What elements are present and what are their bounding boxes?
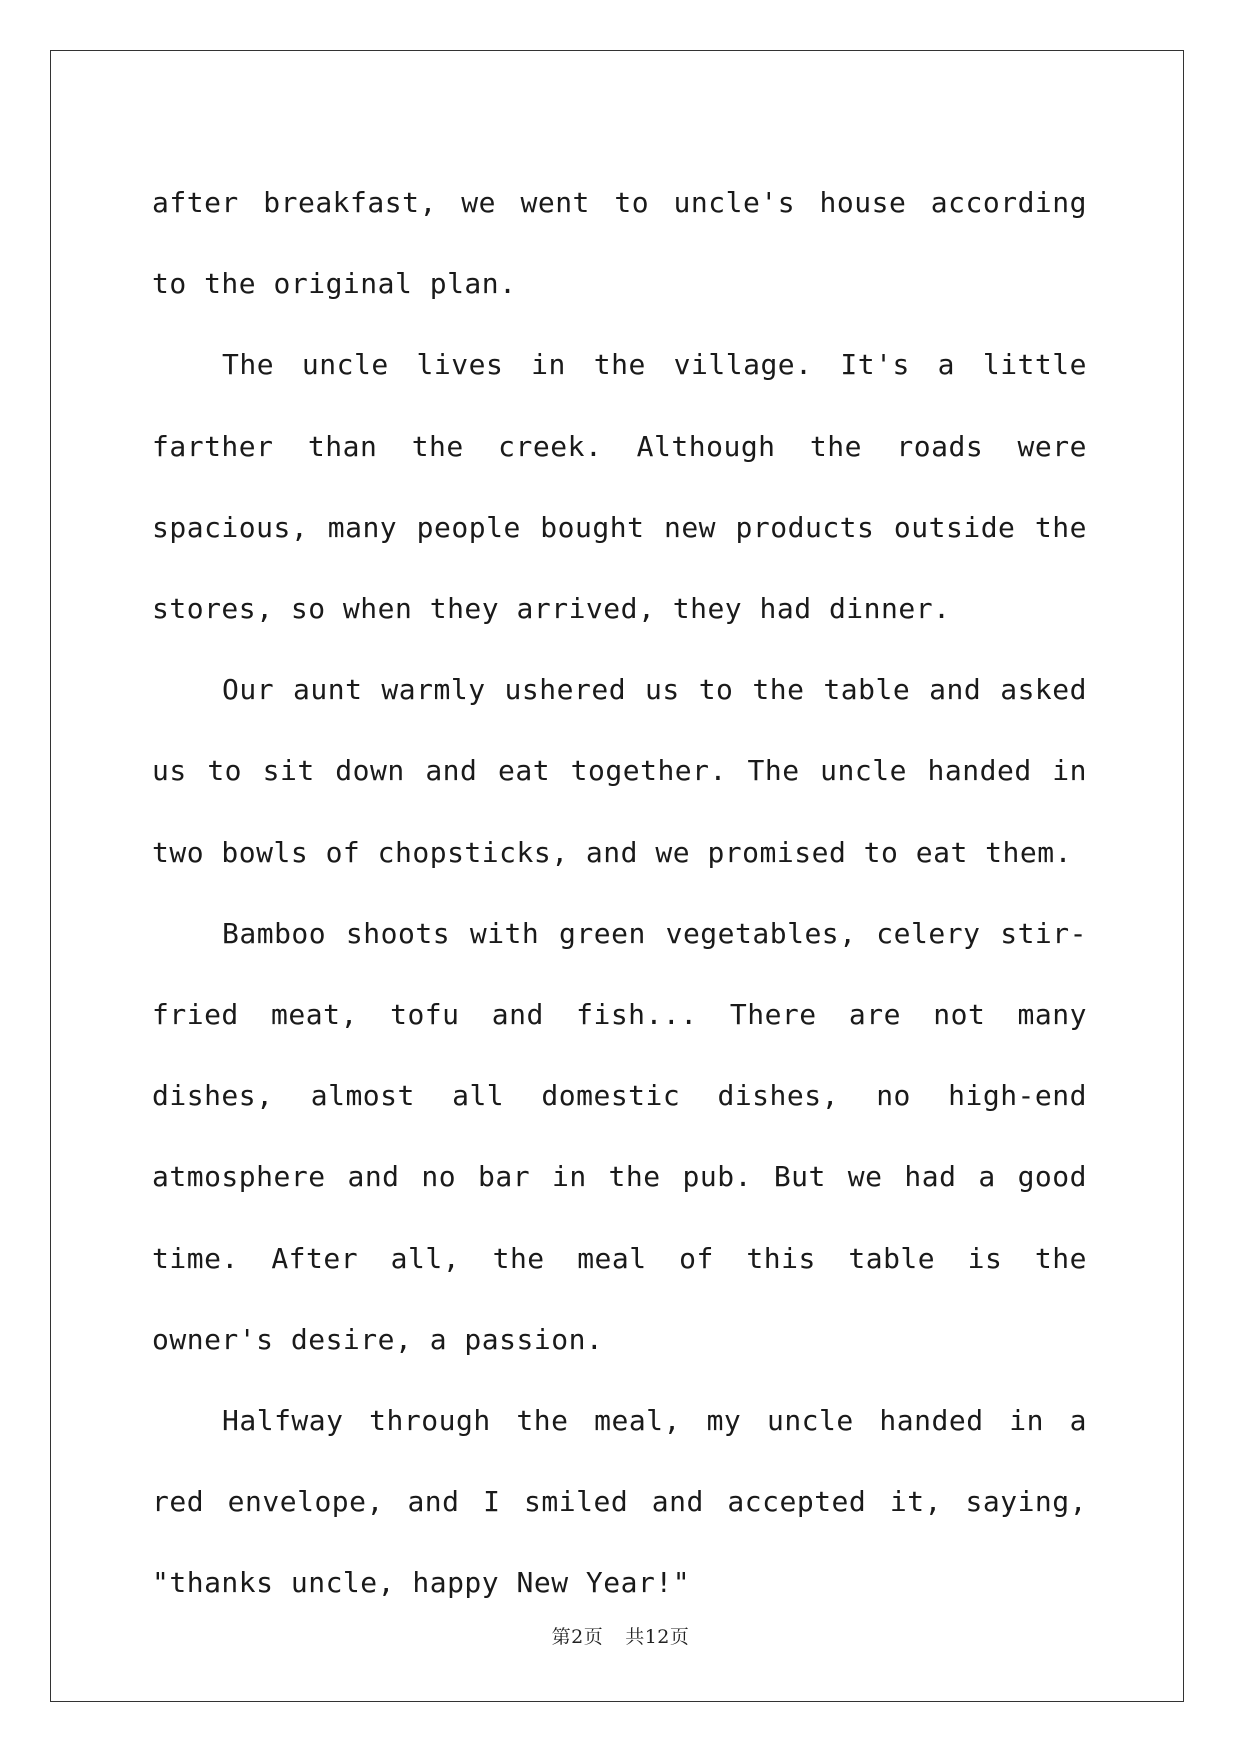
- page-footer: [0, 1622, 1241, 1649]
- paragraph-4: Bamboo shoots with green vegetables, celery stir-fried meat, tofu and fish... There are not many dishes, almost all domestic dishes, no high-end atmosphere and no bar in the pub. But we had a good time. After all, the meal of this table is the owner's desire, a passion.: [152, 916, 1087, 1356]
- paragraph-1: after breakfast, we went to uncle's house according to the original plan.: [152, 186, 1087, 301]
- document-body: [152, 162, 1087, 1624]
- page-number-total: 共12页: [625, 1626, 690, 1648]
- page-number-current: 第2页: [551, 1626, 604, 1648]
- paragraph-2: The uncle lives in the village. It's a little farther than the creek. Although the roads were spacious, many people bought new products outside the stores, so when they arrived, they had dinner.: [152, 348, 1087, 626]
- paragraph-5: Halfway through the meal, my uncle handed in a red envelope, and I smiled and accepted it, saying, "thanks uncle, happy New Year!": [152, 1404, 1087, 1600]
- paragraph-3: Our aunt warmly ushered us to the table and asked us to sit down and eat together. The uncle handed in two bowls of chopsticks, and we promised to eat them.: [152, 673, 1087, 869]
